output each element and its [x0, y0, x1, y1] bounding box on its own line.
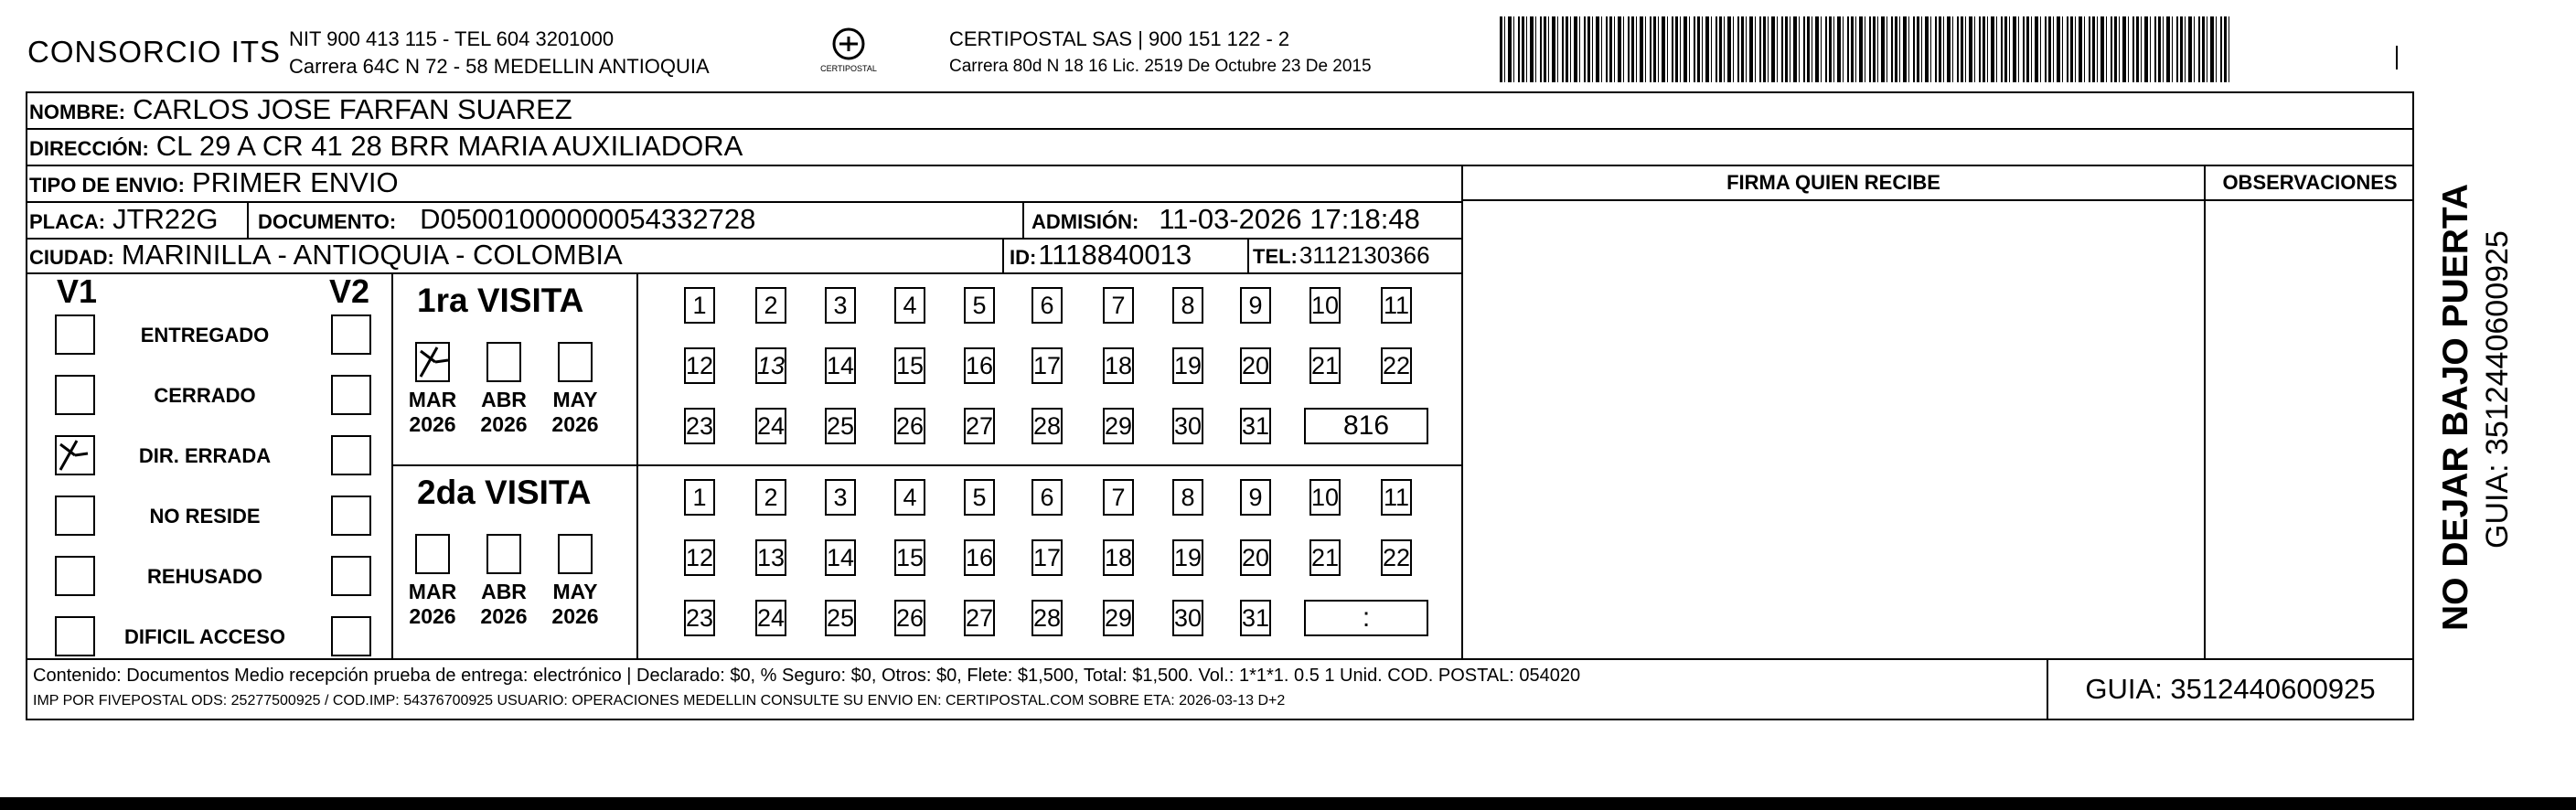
status-v1-checkbox[interactable] — [55, 616, 95, 656]
day-box[interactable]: 29 — [1103, 600, 1134, 636]
day-box[interactable]: 7 — [1103, 287, 1134, 324]
observaciones-header: OBSERVACIONES — [2222, 171, 2398, 194]
v2-header: V2 — [329, 272, 370, 310]
day-box[interactable]: 13 — [755, 347, 786, 384]
day-box[interactable]: 9 — [1240, 287, 1271, 324]
month-label: MAY 2026 — [551, 580, 599, 628]
day-box[interactable]: 1 — [684, 287, 715, 324]
day-box[interactable]: 19 — [1172, 347, 1203, 384]
day-box[interactable]: 20 — [1240, 347, 1271, 384]
day-box[interactable]: 14 — [825, 539, 856, 576]
day-box[interactable]: 11 — [1381, 479, 1412, 516]
recipient-id: 1118840013 — [1038, 239, 1192, 271]
day-box[interactable]: 21 — [1309, 347, 1341, 384]
day-box[interactable]: 1 — [684, 479, 715, 516]
visit-title: 2da VISITA — [417, 474, 592, 511]
month-checkbox[interactable] — [415, 534, 450, 574]
day-box[interactable]: 15 — [894, 539, 925, 576]
day-box[interactable]: 19 — [1172, 539, 1203, 576]
carrier-name: CERTIPOSTAL SAS | 900 151 122 - 2 — [949, 27, 1290, 50]
day-box[interactable]: 18 — [1103, 347, 1134, 384]
nombre-row: NOMBRE: CARLOS JOSE FARFAN SUAREZ — [29, 93, 572, 125]
side-warning: NO DEJAR BAJO PUERTA — [2436, 183, 2475, 631]
svg-text:CERTIPOSTAL: CERTIPOSTAL — [820, 64, 877, 73]
month-checkbox[interactable] — [486, 534, 521, 574]
day-box[interactable]: 3 — [825, 479, 856, 516]
day-box[interactable]: 12 — [684, 347, 715, 384]
status-v1-checkbox[interactable] — [55, 556, 95, 596]
day-box[interactable]: 16 — [964, 347, 995, 384]
month-checkbox[interactable] — [558, 342, 593, 382]
day-box[interactable]: 14 — [825, 347, 856, 384]
barcode — [1500, 16, 2231, 82]
day-box[interactable]: 23 — [684, 408, 715, 444]
day-box[interactable]: 6 — [1031, 479, 1063, 516]
day-box[interactable]: 17 — [1031, 347, 1063, 384]
day-box[interactable]: 18 — [1103, 539, 1134, 576]
tel-row: TEL: 3112130366 — [1253, 241, 1430, 269]
visit-title: 1ra VISITA — [417, 282, 584, 319]
id-row: ID: 1118840013 — [1010, 239, 1192, 271]
day-box[interactable]: 11 — [1381, 287, 1412, 324]
day-box[interactable]: 6 — [1031, 287, 1063, 324]
day-box[interactable]: 22 — [1381, 347, 1412, 384]
day-box[interactable]: 13 — [755, 539, 786, 576]
observations-area[interactable] — [2207, 203, 2412, 658]
firma-header: FIRMA QUIEN RECIBE — [1726, 171, 1940, 194]
day-box[interactable]: 27 — [964, 408, 995, 444]
tipo-row: TIPO DE ENVIO: PRIMER ENVIO — [29, 166, 399, 198]
documento-row: DOCUMENTO: D05001000000054332728 — [258, 203, 756, 235]
day-box[interactable]: 27 — [964, 600, 995, 636]
status-label: ENTREGADO — [140, 324, 270, 346]
time-box[interactable]: : — [1304, 600, 1428, 636]
day-box[interactable]: 8 — [1172, 479, 1203, 516]
status-v2-checkbox[interactable] — [331, 616, 371, 656]
day-box[interactable]: 22 — [1381, 539, 1412, 576]
day-box[interactable]: 12 — [684, 539, 715, 576]
city: MARINILLA - ANTIOQUIA - COLOMBIA — [121, 239, 623, 271]
admision-row: ADMISIÓN: 11-03-2026 17:18:48 — [1031, 203, 1420, 235]
month-label: MAR 2026 — [408, 580, 457, 628]
day-box[interactable]: 26 — [894, 600, 925, 636]
month-checkbox[interactable] — [486, 342, 521, 382]
day-box[interactable]: 28 — [1031, 408, 1063, 444]
day-box[interactable]: 23 — [684, 600, 715, 636]
day-box[interactable]: 9 — [1240, 479, 1271, 516]
status-v1-checkbox[interactable] — [55, 435, 95, 475]
footer-guia: GUIA: 3512440600925 — [2085, 673, 2376, 705]
status-label: REHUSADO — [147, 565, 262, 588]
status-v2-checkbox[interactable] — [331, 314, 371, 355]
status-label: DIFICIL ACCESO — [123, 625, 285, 648]
bottom-strip — [0, 797, 2576, 810]
footer-line-2: IMP POR FIVEPOSTAL ODS: 25277500925 / COD.IMP: 54376700925 USUARIO: OPERACIONES MEDELLIN CONSULTE SU ENVIO EN: CERTIPOSTAL.COM SOBRE ETA: 2026-03-13 D+2 — [33, 693, 1286, 709]
status-label: CERRADO — [154, 384, 256, 407]
day-box[interactable]: 16 — [964, 539, 995, 576]
day-box[interactable]: 31 — [1240, 600, 1271, 636]
status-v2-checkbox[interactable] — [331, 435, 371, 475]
day-box[interactable]: 2 — [755, 287, 786, 324]
day-box[interactable]: 21 — [1309, 539, 1341, 576]
day-box[interactable]: 28 — [1031, 600, 1063, 636]
day-box[interactable]: 8 — [1172, 287, 1203, 324]
day-box[interactable]: 31 — [1240, 408, 1271, 444]
plate: JTR22G — [112, 203, 219, 235]
company-nit: NIT 900 413 115 - TEL 604 3201000 — [289, 27, 615, 50]
admission-datetime: 11-03-2026 17:18:48 — [1159, 203, 1420, 235]
v1-header: V1 — [57, 272, 98, 310]
day-box[interactable]: 30 — [1172, 408, 1203, 444]
status-label: DIR. ERRADA — [138, 444, 272, 467]
status-label: NO RESIDE — [149, 505, 261, 528]
signature-area[interactable] — [1465, 203, 2202, 658]
status-v1-checkbox[interactable] — [55, 375, 95, 415]
ciudad-row: CIUDAD: MARINILLA - ANTIOQUIA - COLOMBIA — [29, 239, 623, 271]
day-box[interactable]: 4 — [894, 287, 925, 324]
day-box[interactable]: 3 — [825, 287, 856, 324]
day-box[interactable]: 4 — [894, 479, 925, 516]
day-box[interactable]: 10 — [1309, 479, 1341, 516]
day-box[interactable]: 29 — [1103, 408, 1134, 444]
recipient-name: CARLOS JOSE FARFAN SUAREZ — [133, 93, 572, 125]
side-guia: GUIA: 3512440600925 — [2480, 230, 2515, 549]
day-box[interactable]: 15 — [894, 347, 925, 384]
day-box[interactable]: 25 — [825, 600, 856, 636]
recipient-address: CL 29 A CR 41 28 BRR MARIA AUXILIADORA — [155, 130, 743, 162]
placa-row: PLACA: JTR22G — [29, 203, 219, 235]
day-box[interactable]: 25 — [825, 408, 856, 444]
day-box[interactable]: 10 — [1309, 287, 1341, 324]
status-v2-checkbox[interactable] — [331, 556, 371, 596]
month-label: ABR 2026 — [480, 580, 528, 628]
footer-line-1: Contenido: Documentos Medio recepción prueba de entrega: electrónico | Declarado: $0, % Seguro: $0, Otros: $0, Flete: $1,500, Total: $1,500. Vol.: 1*1*1. 0.5 1 Unid. COD. POSTAL: 054020 — [33, 666, 1581, 686]
day-box[interactable]: 30 — [1172, 600, 1203, 636]
day-box[interactable]: 26 — [894, 408, 925, 444]
day-box[interactable]: 5 — [964, 287, 995, 324]
month-checkbox[interactable] — [558, 534, 593, 574]
time-box[interactable]: 816 — [1304, 408, 1428, 444]
day-box[interactable]: 2 — [755, 479, 786, 516]
shipment-type: PRIMER ENVIO — [191, 166, 399, 198]
day-box[interactable]: 17 — [1031, 539, 1063, 576]
carrier-address: Carrera 80d N 18 16 Lic. 2519 De Octubre 23 De 2015 — [949, 57, 1372, 76]
day-box[interactable]: 24 — [755, 408, 786, 444]
company-name: CONSORCIO ITS — [27, 35, 282, 69]
day-box[interactable]: 5 — [964, 479, 995, 516]
day-box[interactable]: 24 — [755, 600, 786, 636]
document-number: D05001000000054332728 — [420, 203, 756, 235]
month-label: ABR 2026 — [480, 388, 528, 436]
direccion-row: DIRECCIÓN: CL 29 A CR 41 28 BRR MARIA AUXILIADORA — [29, 130, 743, 162]
month-checkbox[interactable] — [415, 342, 450, 382]
day-box[interactable]: 7 — [1103, 479, 1134, 516]
status-v2-checkbox[interactable] — [331, 375, 371, 415]
month-label: MAY 2026 — [551, 388, 599, 436]
day-box[interactable]: 20 — [1240, 539, 1271, 576]
certipostal-logo — [812, 26, 885, 77]
recipient-phone: 3112130366 — [1299, 241, 1430, 269]
status-v1-checkbox[interactable] — [55, 314, 95, 355]
status-v2-checkbox[interactable] — [331, 496, 371, 536]
status-v1-checkbox[interactable] — [55, 496, 95, 536]
company-address: Carrera 64C N 72 - 58 MEDELLIN ANTIOQUIA — [289, 55, 710, 78]
month-label: MAR 2026 — [408, 388, 457, 436]
